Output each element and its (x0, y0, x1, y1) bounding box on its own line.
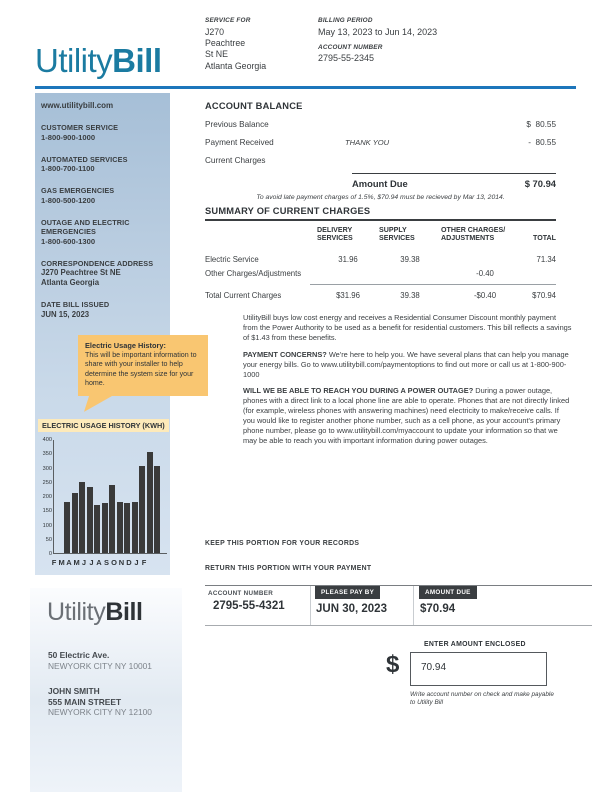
summary-header-delivery (317, 226, 379, 243)
balance-row-amount: $ 80.55 (526, 120, 556, 129)
correspondence-address-line: J270 Peachtree St NE (41, 268, 121, 277)
contact-automated-services (41, 155, 164, 175)
balance-row-label: Payment Received (205, 138, 274, 147)
pay-by-date-value: JUN 30, 2023 (316, 603, 387, 615)
account-number-label: ACCOUNT NUMBER (318, 44, 383, 51)
usage-bar (87, 487, 93, 553)
company-address-line: 50 Electric Ave. (48, 650, 110, 660)
billing-period-label: BILLING PERIOD (318, 17, 373, 24)
y-tick-label: 300 (42, 465, 52, 472)
x-tick-label: O (111, 558, 117, 567)
summary-header-line: DELIVERY (317, 225, 353, 234)
x-tick-label: D (126, 558, 132, 567)
usage-bar (72, 493, 78, 553)
paragraph-discount (243, 313, 572, 343)
contact-phone: 1-800-500-1200 (41, 195, 96, 205)
summary-header-total: TOTAL (533, 234, 556, 243)
summary-header-spacer (205, 226, 317, 243)
account-balance-title: ACCOUNT BALANCE (205, 101, 303, 111)
stub-account-number-value: 2795-55-4321 (213, 600, 285, 612)
billing-period-block (318, 17, 437, 63)
summary-title-rule (205, 219, 556, 221)
x-tick-label: J (89, 558, 94, 567)
x-tick-label: F (51, 558, 57, 567)
keep-portion-note: KEEP THIS PORTION FOR YOUR RECORDS (205, 540, 360, 547)
usage-bar (79, 482, 85, 553)
summary-cell-delivery (317, 268, 379, 279)
y-tick-label: 400 (42, 437, 52, 443)
balance-row-amount (486, 156, 556, 165)
x-tick-label: F (141, 558, 147, 567)
summary-charges-section (205, 206, 556, 300)
paragraph-body: During a power outage, phones with a direct link to a local phone line are able to operate. Phones that are not directly linked (for example, wireless phones with answering machines) need electricity to make/receive calls. If you would like to register another phone number, such as a cell phone, as your account's primary phone number, please go to www.utilitybill.com/myaccount to update your information so that we may be able to reach you with important information during power outages. (243, 386, 570, 445)
summary-total-amount: $70.94 (532, 290, 556, 300)
contact-outage-emergencies (41, 218, 164, 247)
date-bill-issued-value: JUN 15, 2023 (41, 309, 90, 319)
paragraph-power-outage (243, 386, 572, 445)
summary-header-line: SERVICES (317, 234, 353, 243)
summary-row-electric (205, 254, 556, 265)
service-address-line: Peachtree (205, 38, 246, 49)
amount-due-value: $ 70.94 (524, 178, 556, 189)
x-tick-label: M (58, 558, 65, 567)
balance-row-note (345, 156, 486, 165)
summary-header-row (205, 226, 556, 243)
logo-word-bill: Bill (112, 42, 162, 79)
check-payable-note: Write account number on check and make payable to Utility Bill (410, 691, 554, 707)
summary-row-other-charges (205, 268, 556, 279)
callout-body: This will be important information to share with your installer to help determine the system size for your home. (85, 350, 197, 388)
company-address-line: NEWYORK CITY NY 10001 (48, 660, 152, 671)
y-tick-label: 50 (45, 536, 52, 543)
x-tick-label: A (66, 558, 72, 567)
summary-header-other (441, 226, 529, 243)
summary-header-line: SERVICES (379, 234, 415, 243)
y-tick-label: 250 (42, 479, 52, 486)
usage-chart-bars (64, 452, 160, 553)
account-number-value: 2795-55-2345 (318, 53, 375, 63)
please-pay-by-badge: PLEASE PAY BY (315, 586, 380, 599)
service-address-line: Atlanta Georgia (205, 60, 267, 71)
usage-bar (64, 502, 70, 553)
y-tick-label: 200 (42, 494, 52, 500)
date-bill-issued-label: DATE BILL ISSUED (41, 300, 110, 309)
summary-title: SUMMARY OF CURRENT CHARGES (205, 206, 371, 216)
x-tick-label: N (118, 558, 125, 567)
service-for-label: SERVICE FOR (205, 17, 251, 24)
summary-total-row (205, 291, 556, 300)
utilitybill-logo (35, 42, 162, 80)
y-tick-label: 350 (42, 451, 52, 458)
amount-due-label: Amount Due (352, 178, 408, 189)
usage-bar (139, 466, 145, 553)
usage-bar (102, 503, 108, 553)
summary-cell-total (529, 268, 556, 279)
utilitybill-footer-logo (47, 598, 143, 627)
balance-row-amount: - 80.55 (528, 138, 556, 147)
paragraph-body: UtilityBill buys low cost energy and receives a Residential Consumer Discount monthly payment from the Power Authority to be used as a benefit for residential customers. This bill reflects a savings of $1.43 from these benefits. (243, 313, 572, 342)
stub-column-separator (413, 586, 414, 625)
contact-phone: 1-800-600-1300 (41, 236, 96, 246)
recipient-address-line: 555 MAIN STREET (48, 696, 122, 707)
stub-column-separator (310, 586, 311, 625)
info-paragraphs (243, 313, 572, 453)
company-address-block (48, 650, 152, 671)
summary-header-line: ADJUSTMENTS (441, 234, 495, 243)
balance-row-previous (205, 120, 556, 129)
balance-row-note: THANK YOU (345, 138, 390, 147)
x-tick-label: S (103, 558, 109, 567)
usage-chart-yaxis (40, 437, 53, 557)
summary-cell-supply: 39.38 (400, 254, 420, 264)
correspondence-address-label: CORRESPONDENCE ADDRESS (41, 258, 154, 268)
summary-cell-other (441, 254, 529, 265)
summary-cell-other: -0.40 (476, 268, 494, 278)
usage-bar (132, 502, 138, 553)
recipient-address-line: NEWYORK CITY NY 12100 (48, 707, 152, 717)
usage-chart-xlabels (51, 558, 147, 567)
balance-row-label: Previous Balance (205, 120, 269, 129)
y-tick-label: 100 (42, 522, 52, 529)
summary-header-line: OTHER CHARGES/ (441, 225, 506, 234)
y-tick-label: 0 (48, 551, 52, 557)
stub-top-rule (205, 585, 592, 586)
x-tick-label: M (73, 558, 80, 567)
summary-row-label: Electric Service (205, 254, 259, 264)
usage-chart-title: ELECTRIC USAGE HISTORY (KWH) (38, 419, 169, 432)
callout-title: Electric Usage History: (85, 341, 166, 350)
service-for-block (205, 17, 266, 72)
contact-label: AUTOMATED SERVICES (41, 154, 128, 164)
usage-bar (154, 466, 160, 553)
contact-label: GAS EMERGENCIES (41, 186, 115, 195)
correspondence-address-block (41, 259, 164, 289)
summary-cell-supply (379, 268, 441, 279)
header-divider-rule (35, 86, 576, 89)
summary-subtotal-rule (310, 284, 556, 285)
stub-account-number-label: ACCOUNT NUMBER (208, 590, 274, 597)
logo-word-utility: Utility (35, 42, 113, 79)
stub-amount-due-value: $70.94 (420, 603, 456, 615)
website-link: www.utilitybill.com (41, 101, 114, 110)
correspondence-address-line: Atlanta Georgia (41, 278, 100, 287)
stub-bottom-rule (205, 625, 592, 626)
usage-bar (147, 452, 153, 553)
late-payment-note: To avoid late payment charges of 1.5%, $70.94 must be recieved by Mar 13, 2014. (256, 194, 505, 201)
summary-row-label: Other Charges/Adjustments (205, 268, 302, 278)
recipient-address-block (48, 686, 152, 718)
contact-phone: 1-800-900-1000 (41, 132, 96, 142)
contact-gas-emergencies (41, 186, 164, 206)
summary-header-supply (379, 226, 441, 243)
contact-phone: 1-800-700-1100 (41, 164, 95, 173)
x-tick-label: J (81, 558, 87, 567)
billing-period-value: May 13, 2023 to Jun 14, 2023 (318, 27, 438, 37)
logo-word-bill: Bill (105, 598, 143, 626)
balance-row-note (345, 120, 486, 129)
dollar-sign: $ (386, 651, 400, 678)
balance-row-payment (205, 138, 556, 147)
recipient-address-line: JOHN SMITH (48, 686, 100, 696)
contact-label: OUTAGE AND ELECTRIC EMERGENCIES (41, 217, 130, 236)
amount-due-row (352, 173, 556, 189)
service-address-line: J270 (205, 27, 225, 37)
paragraph-body: We're here to help you. We have several plans that can help you manage your energy bills. Go to www.utilitybill.com/paymentoptions to find out more or call us at 1-800-900-1000 (243, 349, 569, 379)
amount-due-badge: AMOUNT DUE (419, 586, 477, 599)
x-tick-label: A (96, 558, 102, 567)
date-bill-issued-block (41, 300, 164, 320)
summary-header-line: SUPPLY (379, 225, 407, 234)
summary-cell-total: 71.34 (536, 254, 556, 264)
contact-label: CUSTOMER SERVICE (41, 123, 119, 132)
x-tick-label: J (134, 558, 139, 567)
paragraph-lead: WILL WE BE ABLE TO REACH YOU DURING A POWER OUTAGE? (243, 386, 474, 396)
enter-amount-enclosed-label: ENTER AMOUNT ENCLOSED (424, 641, 526, 648)
usage-chart-plot (53, 440, 167, 554)
usage-bar (117, 502, 123, 553)
y-tick-label: 150 (42, 508, 52, 515)
service-address-line: St NE (205, 49, 228, 60)
usage-history-callout (78, 335, 208, 396)
usage-bar (124, 503, 130, 553)
summary-total-supply: 39.38 (400, 290, 420, 300)
return-portion-note: RETURN THIS PORTION WITH YOUR PAYMENT (205, 565, 372, 572)
balance-row-current (205, 156, 556, 165)
account-balance-section (205, 101, 556, 201)
usage-chart (40, 437, 167, 557)
paragraph-lead: PAYMENT CONCERNS? (243, 349, 327, 359)
paragraph-payment-concerns (243, 350, 572, 380)
contact-customer-service (41, 123, 164, 143)
balance-row-label: Current Charges (205, 156, 266, 165)
usage-bar (109, 485, 115, 553)
summary-total-delivery: $31.96 (336, 290, 360, 300)
summary-total-other: -$0.40 (473, 290, 497, 300)
summary-cell-delivery: 31.96 (338, 254, 358, 264)
service-address (205, 27, 266, 72)
amount-enclosed-input[interactable]: 70.94 (410, 652, 547, 686)
logo-word-utility: Utility (47, 598, 106, 626)
usage-bar (94, 505, 100, 553)
summary-total-label: Total Current Charges (205, 290, 282, 300)
